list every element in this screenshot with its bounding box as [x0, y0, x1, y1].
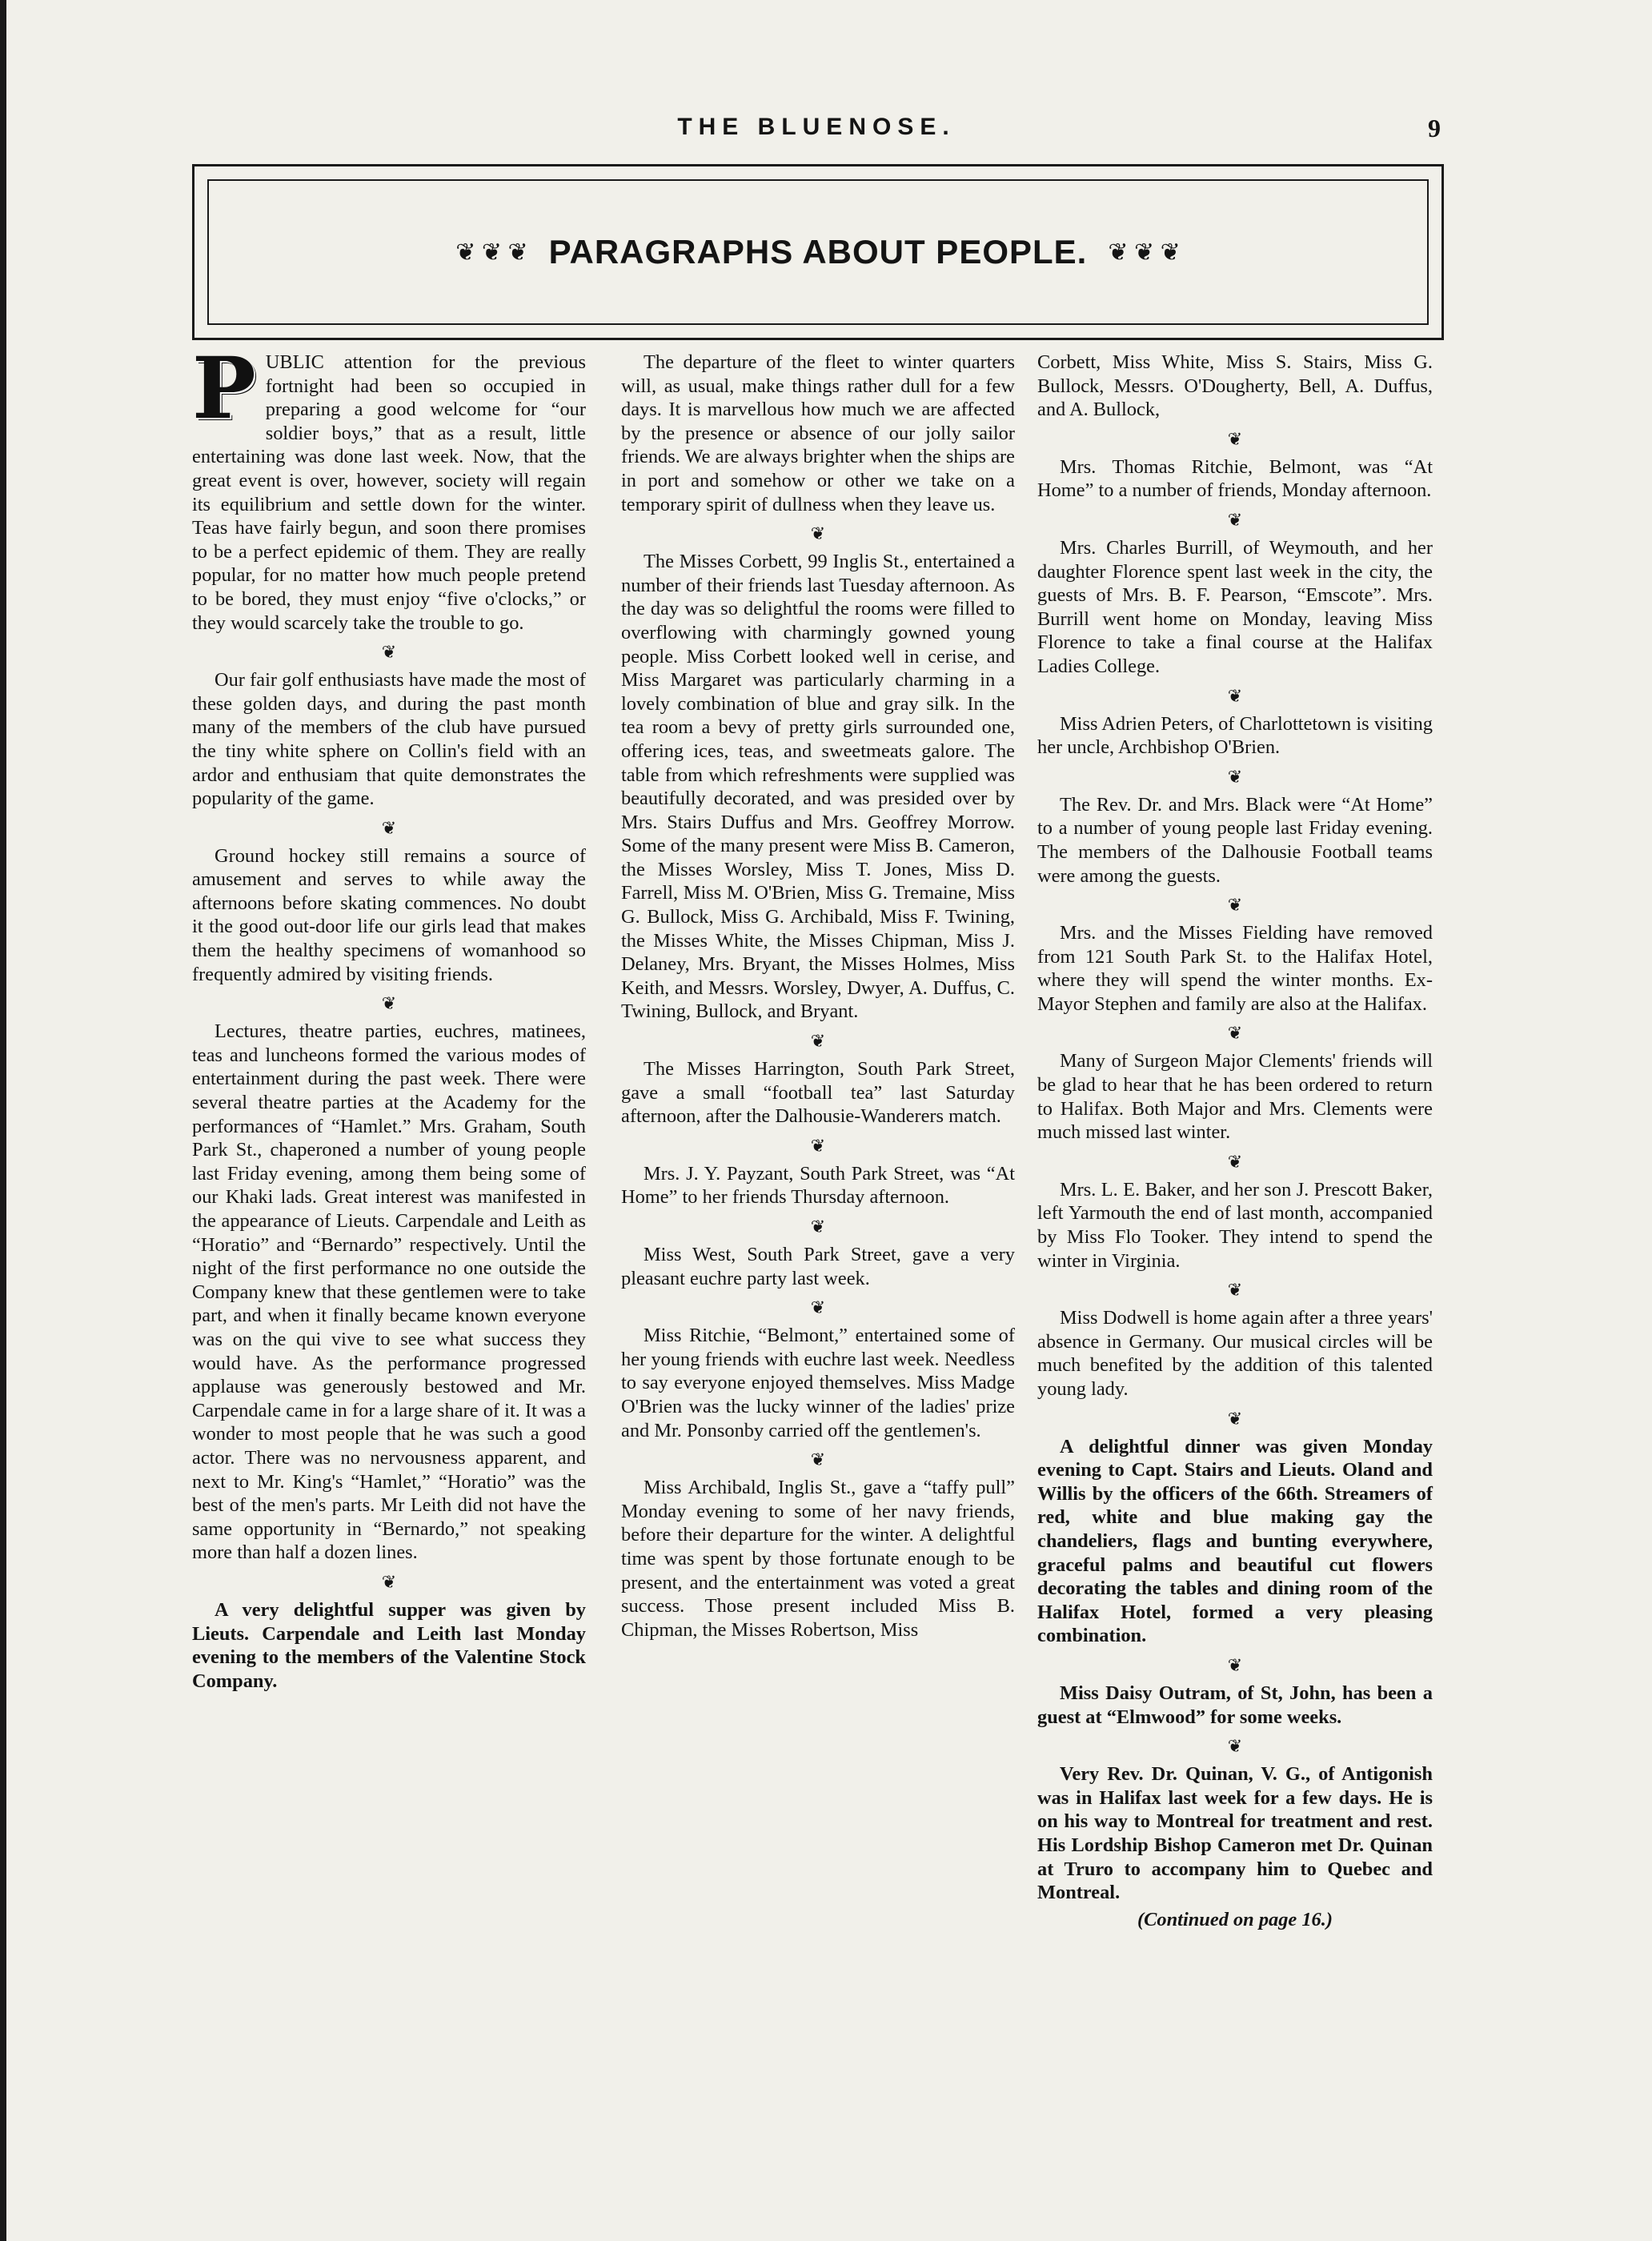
paragraph: Mrs. J. Y. Payzant, South Park Street, was “At Home” to her friends Thursday afternoon.: [621, 1162, 1015, 1209]
paragraph: The departure of the fleet to winter quarters will, as usual, make things rather dull for a few days. It is marvellous how much we are affected by the presence or absence of our jolly sailor friends. We are always brighter when the ships are in port and somehow or other we take on a temporary spirit of dullness when they leave us.: [621, 351, 1015, 515]
separator-ornament: ❦: [810, 1449, 826, 1470]
paragraph: Mrs. Charles Burrill, of Weymouth, and her daughter Florence spent last week in the city, the guests of Mrs. B. F. Pearson, “Emscote”. Mrs. Burrill went home on Monday, leaving Miss Florence to take a final course at the Halifax Ladies College.: [1037, 536, 1433, 677]
separator-ornament: ❦: [1227, 1280, 1243, 1301]
paragraph: Lectures, theatre parties, euchres, matinees, teas and luncheons formed the various modes of entertainment during the past week. There were several theatre parties at the Academy for the performances of “Hamlet.” Mrs. Graham, South Park St., chaperoned a number of young people last Friday evening, among them being some of our Khaki lads. Great interest was manifested in the appearance of Lieuts. Carpendale and Leith as “Horatio” and “Bernardo” respectively. Until the night of the first performance no one outside the Company knew that these gentlemen were to take part, and when it finally became known everyone was on the qui vive to see what success they would have. As the performance progressed applause was generously bestowed and Mr. Carpendale came in for a large share of it. It was a wonder to most people that he was such a good actor. There was no nervousness apparent, and next to Mr. King's “Hamlet,” “Horatio” was the best of the men's parts. Mr Leith did not have the same opportunity in “Bernardo,” not speaking more than half a dozen lines.: [192, 1020, 586, 1564]
paragraph: Miss West, South Park Street, gave a very pleasant euchre party last week.: [621, 1244, 1015, 1289]
paragraph: The Rev. Dr. and Mrs. Black were “At Home” to a number of young people last Friday evening. The members of the Dalhousie Football teams were among the guests.: [1037, 793, 1433, 887]
separator-ornament: ❦: [810, 1297, 826, 1318]
separator-ornament: ❦: [1227, 1736, 1243, 1757]
paragraph: A very delightful supper was given by Lieuts. Carpendale and Leith last Monday evening to the members of the Valentine Stock Company.: [192, 1598, 586, 1692]
column-2: [621, 351, 1015, 1642]
paragraph: Ground hockey still remains a source of amusement and serves to while away the afternoons before skating commences. No doubt it the good out-door life our girls lead that makes them the healthy specimens of womanhood so frequently admired by visiting friends.: [192, 844, 586, 985]
paragraph: Mrs. L. E. Baker, and her son J. Prescott Baker, left Yarmouth the end of last month, accompanied by Miss Flo Tooker. They intend to spend the winter in Virginia.: [1037, 1178, 1433, 1272]
separator-ornament: ❦: [1227, 428, 1243, 449]
page-edge: [0, 0, 6, 2241]
separator-ornament: ❦: [1227, 1654, 1243, 1675]
drop-cap: P: [192, 338, 256, 438]
separator-ornament: ❦: [381, 817, 397, 838]
paragraph: Miss Ritchie, “Belmont,” entertained some of her young friends with euchre last week. Needless to say everyone enjoyed themselves. Miss Madge O'Brien was the lucky winner of the ladies' prize and Mr. Ponsonby carried off the gentlemen's.: [621, 1325, 1015, 1441]
page-header: [192, 114, 1441, 154]
column-3: [1037, 351, 1433, 1931]
column-1: [192, 338, 586, 1693]
paragraph: Miss Dodwell is home again after a three years' absence in Germany. Our musical circles will be much benefited by the addition of this talented young lady.: [1037, 1307, 1433, 1400]
separator-ornament: ❦: [1227, 509, 1243, 530]
separator-ornament: ❦: [381, 1571, 397, 1592]
separator-ornament: ❦: [1227, 1023, 1243, 1044]
separator-ornament: ❦: [810, 523, 826, 544]
continued-note: (Continued on page 16.): [1137, 1908, 1333, 1930]
running-title: THE BLUENOSE.: [677, 114, 956, 140]
separator-ornament: ❦: [1227, 1408, 1243, 1429]
headline: PARAGRAPHS ABOUT PEOPLE.: [548, 233, 1088, 271]
paragraph: Our fair golf enthusiasts have made the most of these golden days, and during the past month many of the members of the club have pursued the tiny white sphere on Collin's field with an ardor and enthusiam that quite demonstrates the popularity of the game.: [192, 669, 586, 810]
paragraph: Many of Surgeon Major Clements' friends will be glad to hear that he has been ordered to return to Halifax. Both Major and Mrs. Clements were much missed last winter.: [1037, 1050, 1433, 1144]
separator-ornament: ❦: [1227, 766, 1243, 787]
headline-ornament-right: ❦ ❦ ❦: [1108, 239, 1181, 266]
paragraph: Mrs. and the Misses Fielding have removed from 121 South Park St. to the Halifax Hotel, where they will spend the winter months. Ex-Mayor Stephen and family are also at the Halifax.: [1037, 922, 1433, 1015]
separator-ornament: ❦: [810, 1217, 826, 1237]
separator-ornament: ❦: [381, 642, 397, 663]
separator-ornament: ❦: [1227, 895, 1243, 916]
paragraph: The Misses Corbett, 99 Inglis St., entertained a number of their friends last Tuesday afternoon. As the day was so delightful the rooms were filled to overflowing with charmingly gowned young people. Miss Corbett looked well in cerise, and Miss Margaret was particularly charming in a lovely combination of blue and gray silk. In the tea room a bevy of pretty girls surrounded one, offering ices, teas, and sweetmeats galore. The table from which refreshments were supplied was beautifully decorated, and was presided over by Mrs. Stairs Duffus and Mrs. Geoffrey Morrow. Some of the many present were Miss B. Cameron, the Misses Worsley, Miss T. Jones, Miss D. Farrell, Miss M. O'Brien, Miss G. Tremaine, Miss G. Bullock, Miss G. Archibald, Miss F. Twining, the Misses White, the Misses Chipman, Miss J. Delaney, Mrs. Bryant, the Misses Holmes, Miss Keith, and Messrs. Worsley, Dwyer, A. Duffus, C. Twining, Bullock, and Bryant.: [621, 551, 1015, 1023]
separator-ornament: ❦: [381, 993, 397, 1014]
headline-box-inner: [207, 179, 1429, 325]
paragraph: Miss Archibald, Inglis St., gave a “taffy pull” Monday evening to some of her navy friends, before their departure for the winter. A delightful time was spent by those fortunate enough to be present, and the entertainment was voted a great success. Those present included Miss B. Chipman, the Misses Robertson, Miss: [621, 1477, 1015, 1641]
separator-ornament: ❦: [810, 1031, 826, 1052]
paragraph: Miss Adrien Peters, of Charlottetown is visiting her uncle, Archbishop O'Brien.: [1037, 712, 1433, 759]
separator-ornament: ❦: [810, 1135, 826, 1156]
paragraph: Miss Daisy Outram, of St, John, has been a guest at “Elmwood” for some weeks.: [1037, 1682, 1433, 1728]
paragraph: Very Rev. Dr. Quinan, V. G., of Antigonish was in Halifax last week for a few days. He is on his way to Montreal for treatment and rest. His Lordship Bishop Cameron met Dr. Quinan at Truro to accompany him to Quebec and Montreal.: [1037, 1763, 1433, 1904]
paragraph: Mrs. Thomas Ritchie, Belmont, was “At Home” to a number of friends, Monday afternoon.: [1037, 455, 1433, 502]
paragraph: [192, 338, 586, 635]
headline-box: [192, 164, 1444, 340]
paragraph: The Misses Harrington, South Park Street, gave a small “football tea” last Saturday afternoon, after the Dalhousie-Wanderers match.: [621, 1058, 1015, 1128]
paragraph-text: UBLIC attention for the previous fortnight had been so occupied in preparing a good welcome for “our soldier boys,” that as a result, little entertaining was done last week. Now, that the great event is over, however, society will regain its equilibrium and settle down for the winter. Teas have fairly begun, and soon there promises to be a perfect epidemic of them. They are really popular, for no matter how much people pretend to be bored, they must enjoy “five o'clocks,” or they would scarcely take the trouble to go.: [192, 351, 586, 634]
separator-ornament: ❦: [1227, 1151, 1243, 1172]
paragraph: A delightful dinner was given Monday evening to Capt. Stairs and Lieuts. Oland and Willis by the officers of the 66th. Streamers of red, white and blue making gay the chandeliers, flags and bunting everywhere, graceful palms and beautiful cut flowers decorating the tables and dining room of the Halifax Hotel, formed a very pleasing combination.: [1037, 1435, 1433, 1647]
headline-ornament-left: ❦ ❦ ❦: [455, 239, 528, 266]
paragraph: Corbett, Miss White, Miss S. Stairs, Miss G. Bullock, Messrs. O'Dougherty, Bell, A. Duffus, and A. Bullock,: [1037, 351, 1433, 421]
page-number: 9: [1428, 114, 1441, 142]
separator-ornament: ❦: [1227, 685, 1243, 706]
